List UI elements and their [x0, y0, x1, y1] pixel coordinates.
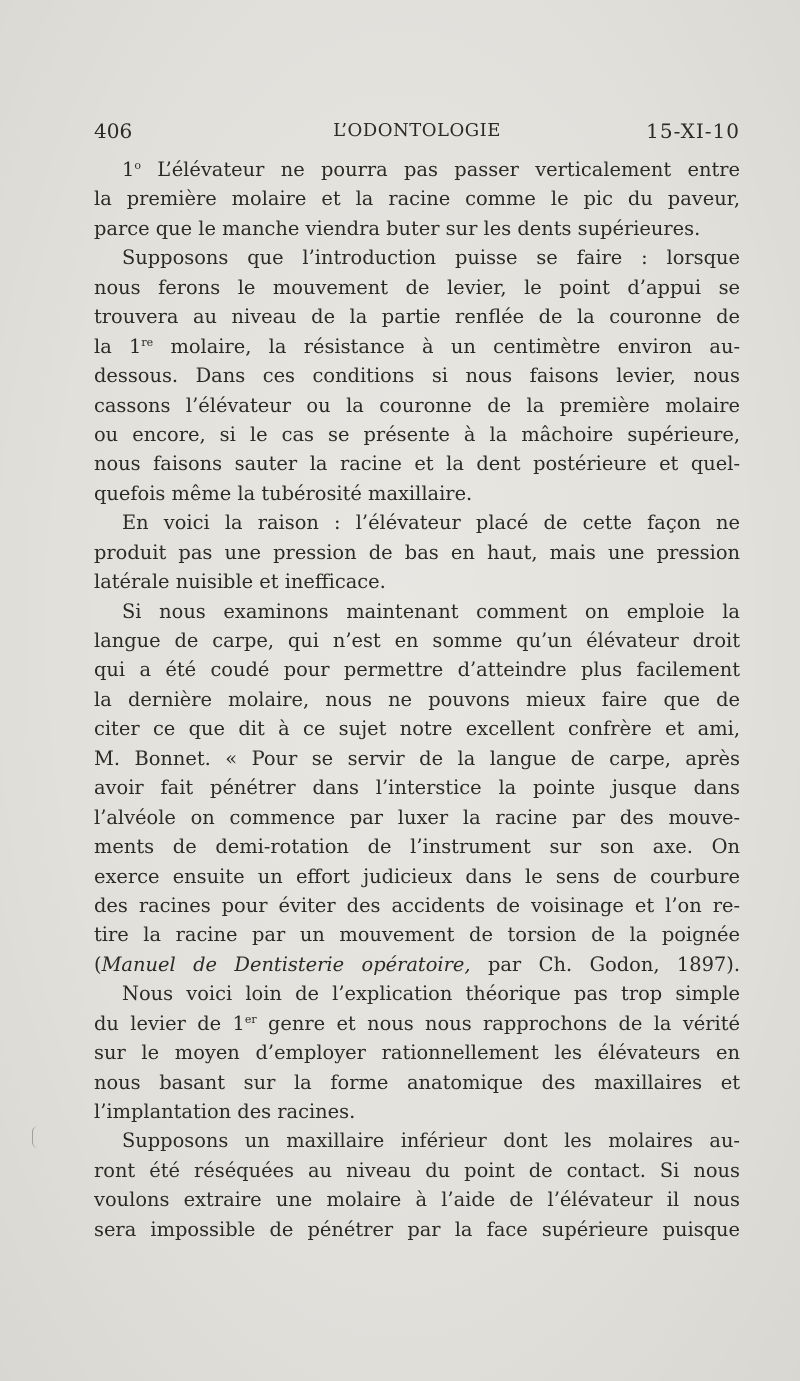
text-line: M. Bonnet. « Pour se servir de la langue de carpe, après — [94, 746, 740, 770]
text-line: la dernière molaire, nous ne pouvons mieux faire que de — [94, 687, 740, 711]
text-run: molaire, la résistance à un centimètre environ au- — [153, 334, 741, 358]
running-title: L’ODONTOLOGIE — [333, 120, 501, 141]
text-line: ments de demi-rotation de l’instrument sur son axe. On — [94, 835, 740, 859]
text-line: ront été réséquées au niveau du point de contact. Si nous — [94, 1158, 740, 1182]
text-line — [94, 332, 740, 361]
text-line: exerce ensuite un effort judicieux dans le sens de courbure — [94, 864, 740, 888]
text-run: la 1 — [94, 334, 142, 358]
text-line: l’alvéole on commence par luxer la racine par des mouve- — [94, 805, 740, 829]
text-run: du levier de 1 — [94, 1011, 245, 1035]
text-line: dessous. Dans ces conditions si nous faisons levier, nous — [94, 364, 740, 388]
text-line: voulons extraire une molaire à l’aide de l’élévateur il nous — [94, 1188, 740, 1212]
text-line: latérale nuisible et inefficace. — [94, 570, 386, 594]
text-line: citer ce que dit à ce sujet notre excellent confrère et ami, — [94, 717, 740, 741]
text-line — [94, 1009, 740, 1038]
book-title: Manuel de Dentisterie opératoire, — [101, 952, 471, 976]
text-line: avoir fait pénétrer dans l’interstice la pointe jusque dans — [94, 776, 740, 800]
text-line: qui a été coudé pour permettre d’atteindre plus facilement — [94, 658, 740, 682]
text-run: 1 — [122, 158, 135, 181]
text-line: la première molaire et la racine comme le pic du paveur, — [94, 187, 740, 211]
text-run: genre et nous nous rapprochons de la vérité — [256, 1011, 740, 1035]
text-line: produit pas une pression de bas en haut, mais une pression — [94, 540, 740, 564]
text-line: l’implantation des racines. — [94, 1100, 356, 1123]
text-line: trouvera au niveau de la partie renflée de la couronne de — [94, 305, 740, 329]
text-line: cassons l’élévateur ou la couronne de la première molaire — [94, 393, 740, 417]
text-line — [94, 950, 740, 979]
body-text — [94, 155, 740, 1244]
text-line: En voici la raison : l’élévateur placé de cette façon ne — [122, 511, 740, 535]
text-line: des racines pour éviter des accidents de voisinage et l’on re- — [94, 893, 740, 917]
issue-date: 15-XI-10 — [646, 119, 740, 143]
text-line: Nous voici loin de l’explication théorique pas trop simple — [122, 982, 740, 1006]
margin-mark — [32, 1126, 41, 1148]
text-line: langue de carpe, qui n’est en somme qu’un élévateur droit — [94, 629, 740, 652]
superscript: re — [141, 335, 154, 349]
text-run: ( — [94, 952, 102, 976]
text-line: Supposons un maxillaire inférieur dont les molaires au- — [122, 1129, 740, 1153]
text-line: parce que le manche viendra buter sur les dents supérieures. — [94, 216, 701, 240]
running-header — [94, 118, 740, 144]
text-line: ou encore, si le cas se présente à la mâchoire supérieure, — [94, 422, 740, 446]
text-line — [94, 155, 740, 184]
text-line: sera impossible de pénétrer par la face supérieure puisque — [94, 1217, 740, 1241]
text-line: nous basant sur la forme anatomique des maxillaires et — [94, 1070, 740, 1094]
text-line: Supposons que l’introduction puisse se faire : lorsque — [122, 246, 740, 270]
page-number: 406 — [94, 119, 133, 143]
superscript: er — [244, 1012, 257, 1026]
text-line: Si nous examinons maintenant comment on emploie la — [122, 599, 740, 623]
text-run: par Ch. Godon, 1897). — [470, 952, 740, 976]
text-line: quefois même la tubérosité maxillaire. — [94, 481, 473, 505]
superscript: o — [134, 159, 141, 172]
text-run: L’élévateur ne pourra pas passer verticalement entre — [140, 158, 740, 181]
text-line: nous ferons le mouvement de levier, le point d’appui se — [94, 275, 740, 299]
text-line: sur le moyen d’employer rationnellement les élévateurs en — [94, 1041, 740, 1065]
text-line: nous faisons sauter la racine et la dent postérieure et quel- — [94, 452, 740, 476]
text-line: tire la racine par un mouvement de torsion de la poignée — [94, 923, 740, 947]
